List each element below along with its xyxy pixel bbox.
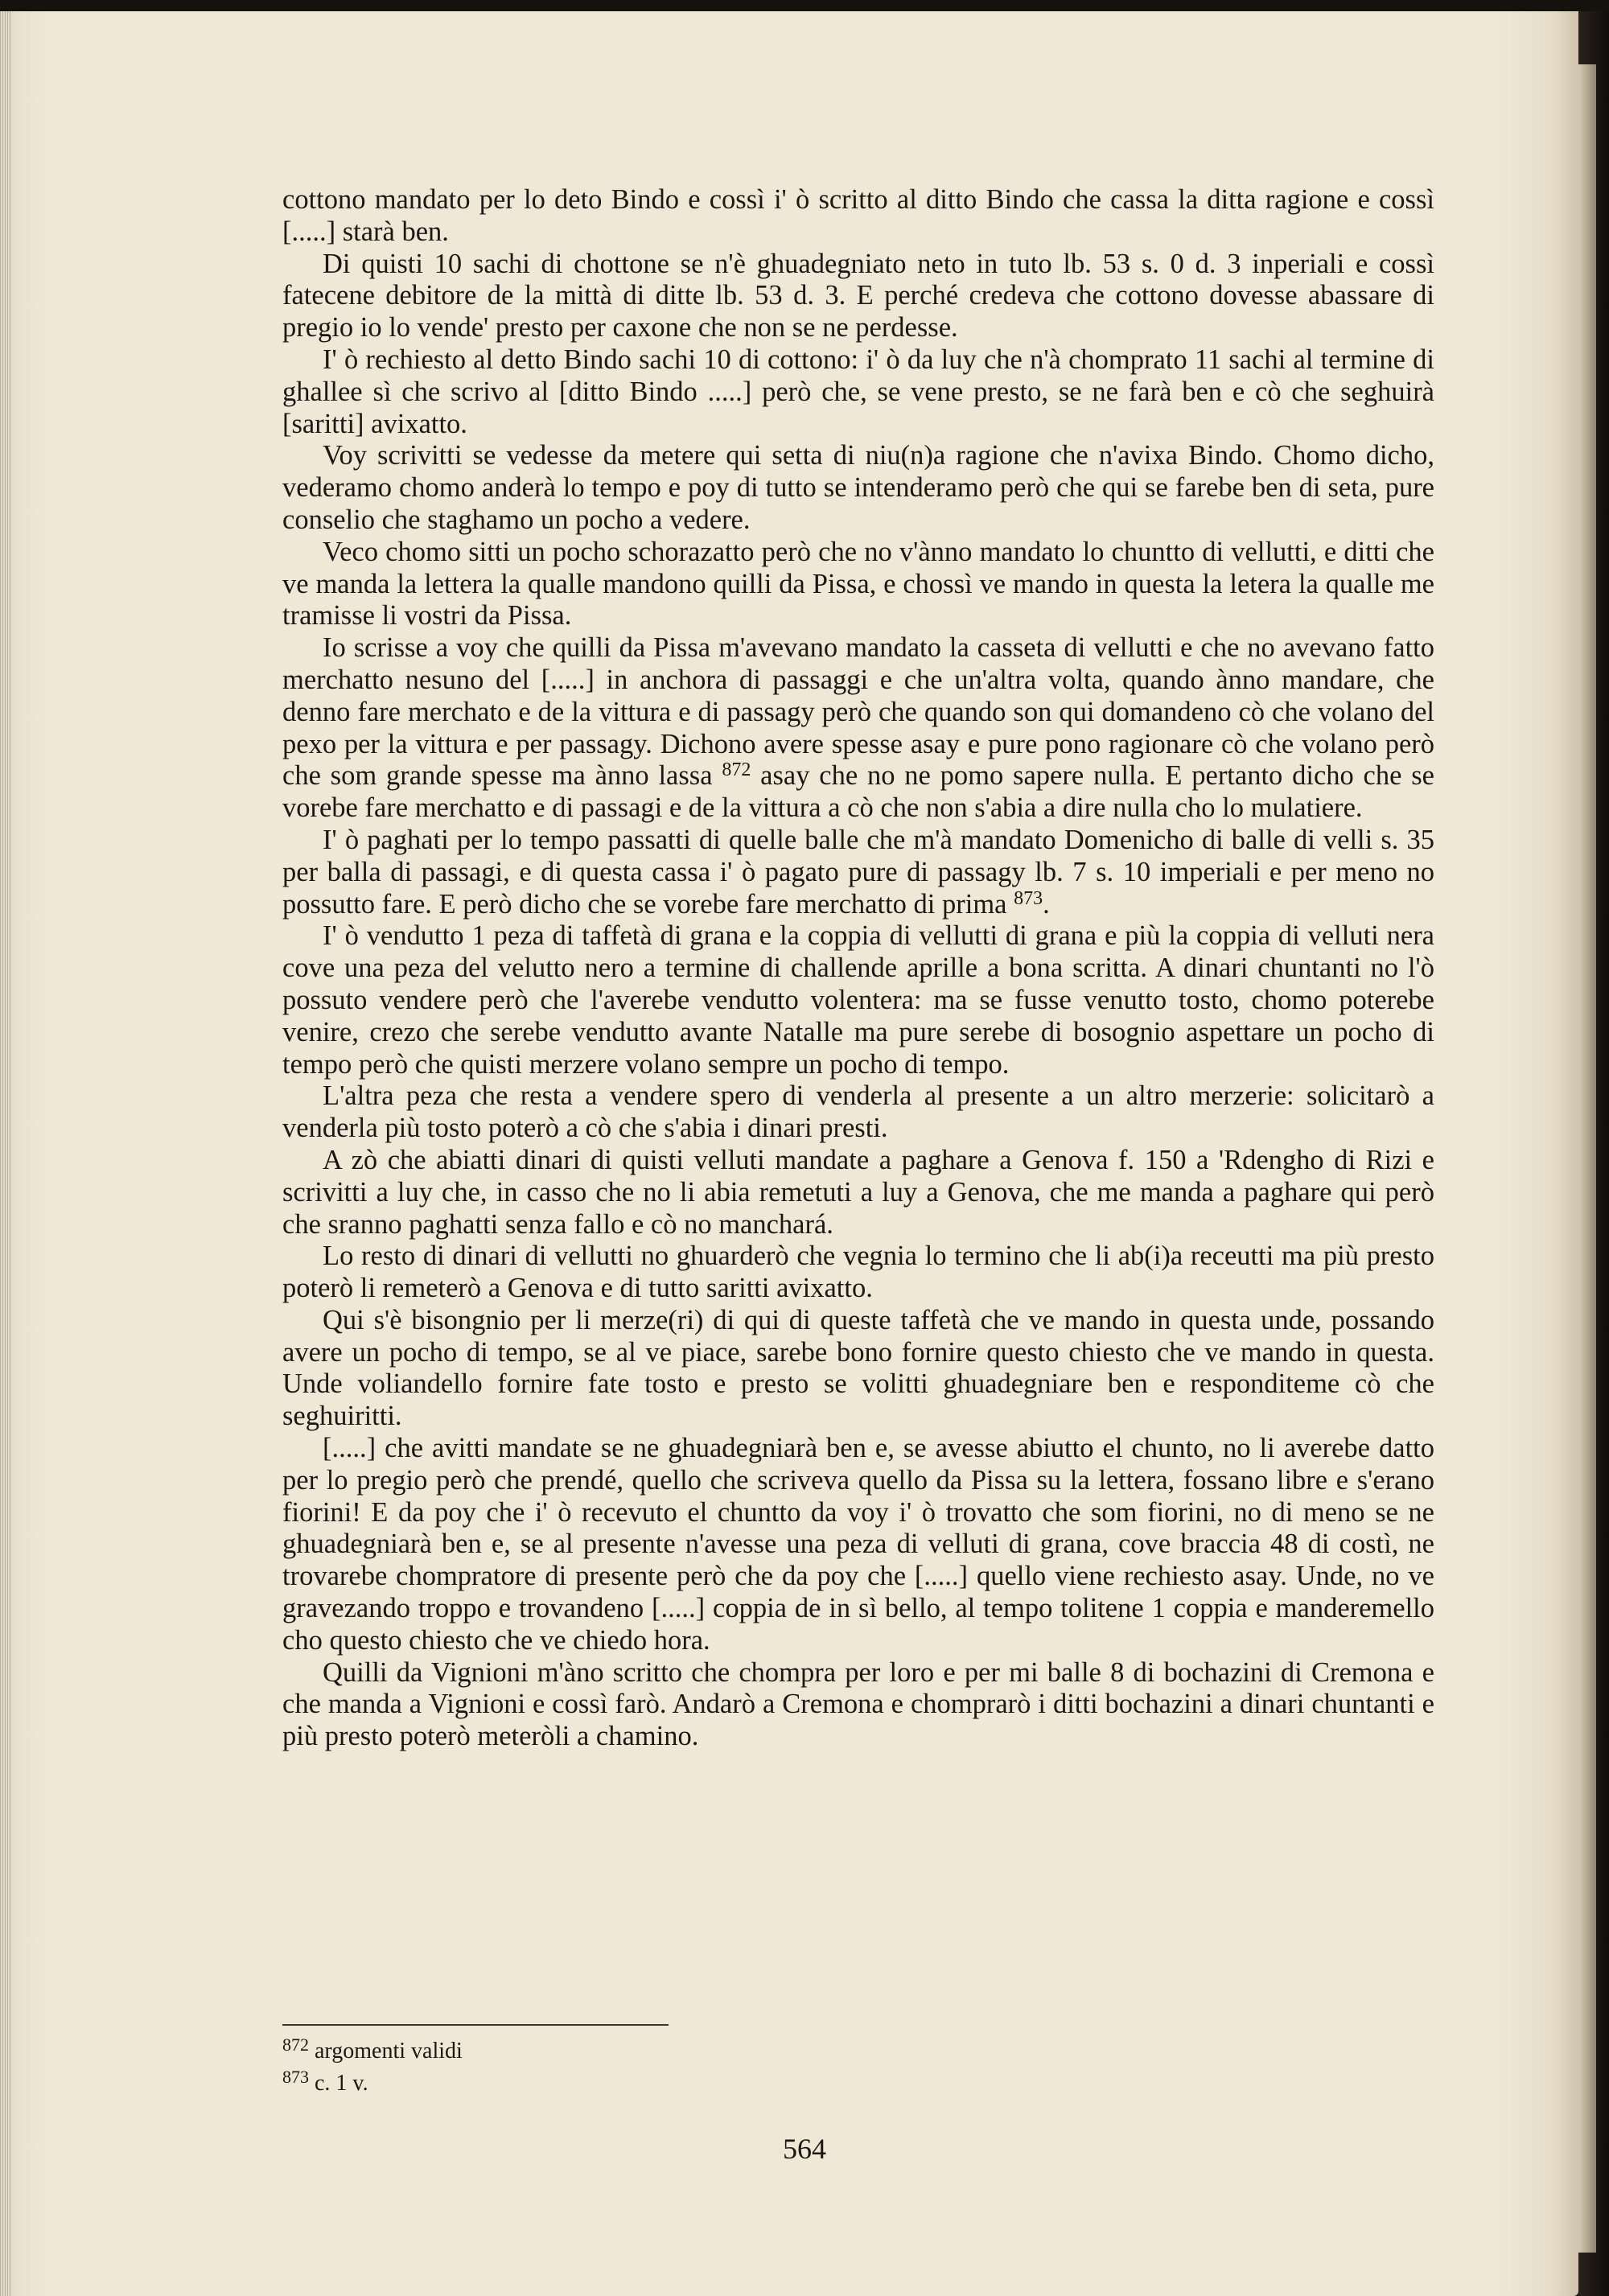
paragraph-text: Lo resto di dinari di vellutti no ghuarderò che vegnia lo termino che li ab(i)a receutti ma più presto poterò li remeterò a Genova e di tutto saritti avixatto. <box>282 1241 1434 1304</box>
paragraph <box>282 825 1434 920</box>
paragraph <box>282 440 1434 536</box>
paragraph <box>282 1305 1434 1433</box>
footnote-separator <box>282 2024 669 2026</box>
paragraph-text: Qui s'è bisongnio per li merze(ri) di qui di queste taffetà che ve mando in questa unde, possando avere un pocho di tempo, se al ve piace, sarebe bono fornire questo chiesto che ve mando in questa. Unde voliandello fornire fate tosto e presto se volitti ghuadegniare ben e responditeme cò che seghuiritti. <box>282 1304 1434 1432</box>
paragraph-text: cottono mandato per lo deto Bindo e cossì i' ò scritto al ditto Bindo che cassa la ditta ragione e cossì [.....] starà ben. <box>282 184 1434 247</box>
footnote-reference: 872 <box>722 759 751 781</box>
paragraph-text: Di quisti 10 sachi di chottone se n'è ghuadegniato neto in tuto lb. 53 s. 0 d. 3 inperiali e cossì fatecene debitore de la mittà di ditte lb. 53 d. 3. E perché credeva che cottono dovesse abassare di pregio io lo vende' presto per caxone che non se ne perdesse. <box>282 248 1434 344</box>
paragraph-text: . <box>1043 888 1050 920</box>
paragraph-text: asay che no ne pomo sapere nulla. E pertanto dicho che se vorebe fare merchatto e di passagi e de la vittura a cò che non s'abia a dire nulla cho lo mulatiere. <box>282 760 1434 824</box>
main-text <box>282 184 1434 1753</box>
paragraph <box>282 920 1434 1080</box>
footnote-text: c. 1 v. <box>315 2071 368 2096</box>
paragraph-text: I' ò rechiesto al detto Bindo sachi 10 di cottono: i' ò da luy che n'à chomprato 11 sachi al termine di ghallee sì che scrivo al [ditto Bindo .....] però che, se vene presto, se ne farà ben e cò che seghuirà [saritti] avixatto. <box>282 344 1434 439</box>
footnote-number: 873 <box>282 2067 309 2087</box>
paragraph-text: Quilli da Vignioni m'àno scritto che chompra per loro e per mi balle 8 di bochazini di Cremona e che manda a Vignioni e cossì farò. Andarò a Cremona e chomprarò i ditti bochazini a dinari chuntanti e più presto poterò meteròli a chamino. <box>282 1656 1434 1752</box>
paragraph <box>282 249 1434 344</box>
paragraph <box>282 1080 1434 1145</box>
footnote-reference: 873 <box>1014 887 1043 909</box>
paragraph <box>282 1433 1434 1657</box>
paragraph-text: Io scrisse a voy che quilli da Pissa m'avevano mandato la casseta di vellutti e che no avevano fatto merchatto nesuno del [.....] in anchora di passaggi e che un'altra volta, quando ànno mandare, che denno fare merchato e de la vittura e di passagy però che quando son qui domandeno cò che volano del pexo per la vittura e per passagy. Dichono avere spesse asay e pure pono ragionare cò che volano però che som grande spesse ma ànno lassa <box>282 632 1434 792</box>
paragraph <box>282 1145 1434 1241</box>
paragraph <box>282 344 1434 440</box>
page-number: 564 <box>783 2133 826 2165</box>
paragraph-text: A zò che abiatti dinari di quisti velluti mandate a paghare a Genova f. 150 a 'Rdengho di Rizi e scrivitti a luy che, in casso che no li abia remetuti a luy a Genova, che me manda a paghare qui però che sranno paghatti senza fallo e cò no manchará. <box>282 1144 1434 1240</box>
footnote-text: argomenti validi <box>315 2039 463 2064</box>
footnote <box>282 2035 926 2068</box>
paragraph-text: L'altra peza che resta a vendere spero di venderla al presente a un altro merzerie: solicitarò a venderla più tosto poterò a cò che s'abia i dinari presti. <box>282 1080 1434 1144</box>
paragraph-text: I' ò vendutto 1 peza di taffetà di grana e la coppia di vellutti di grana e più la coppia di velluti nera cove una peza del velutto nero a termine di challende aprille a bona scritta. A dinari chuntanti no l'ò possuto vendere però che l'averebe vendutto volentera: ma se fusse venutto tosto, chomo poterebe venire, crezo che serebe vendutto avante Natalle ma pure serebe di bosognio aspettare un pocho di tempo però che quisti merzere volano sempre un pocho di tempo. <box>282 920 1434 1080</box>
footnotes <box>282 2035 926 2100</box>
paragraph-text: I' ò paghati per lo tempo passatti di quelle balle che m'à mandato Domenicho di balle di velli s. 35 per balla di passagi, e di questa cassa i' ò pagato pure di passagy lb. 7 s. 10 imperiali e per meno no possutto fare. E però dicho che se vorebe fare merchatto di prima <box>282 824 1434 920</box>
page-edge <box>1578 64 1596 2253</box>
paragraph <box>282 537 1434 632</box>
paragraph-text: [.....] che avitti mandate se ne ghuadegniarà ben e, se avesse abiutto el chunto, no li averebe datto per lo pregio però che prendé, quello che scriveva quello da Pissa su la lettera, fossano libre e s'erano fiorini! E da poy che i' ò recevuto el chuntto da voy i' ò trovatto che som fiorini, no di meno se ne ghuadegniarà ben e, se al presente n'avesse una peza di velluti di grana, cove braccia 48 di costì, ne trovarebe chompratore di presente però che da poy che [.....] quello viene rechiesto asay. Unde, no ve gravezando troppo e trovandeno [.....] coppia de in sì bello, al tempo tolitene 1 coppia e manderemello cho questo chiesto che ve chiedo hora. <box>282 1433 1434 1656</box>
paragraph-text: Voy scrivitti se vedesse da metere qui setta di niu(n)a ragione che n'avixa Bindo. Chomo dicho, vederamo chomo anderà lo tempo e poy di tutto se intenderamo però che qui se farebe ben di seta, pure conselio che staghamo un pocho a vedere. <box>282 440 1434 535</box>
footnote <box>282 2068 926 2100</box>
paragraph <box>282 1241 1434 1305</box>
footnote-number: 872 <box>282 2035 309 2055</box>
paragraph-text: Veco chomo sitti un pocho schorazatto però che no v'ànno mandato lo chuntto di vellutti, e ditti che ve manda la lettera la qualle mandono quilli da Pissa, e chossì ve mando in questa la letera la qualle me tramisse li vostri da Pissa. <box>282 536 1434 632</box>
paragraph <box>282 184 1434 249</box>
paragraph <box>282 1657 1434 1753</box>
paragraph <box>282 632 1434 825</box>
